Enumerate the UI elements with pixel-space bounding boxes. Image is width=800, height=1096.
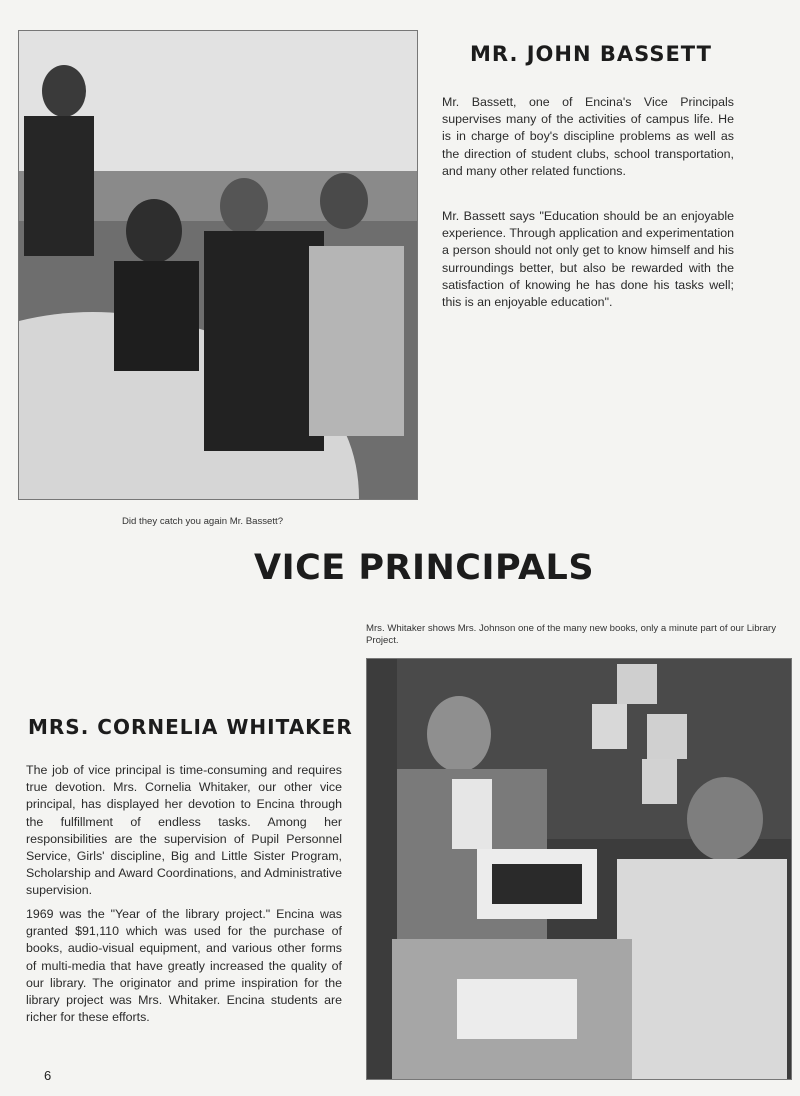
bassett-photo-caption: Did they catch you again Mr. Bassett? bbox=[122, 516, 284, 527]
whitaker-photo-caption: Mrs. Whitaker shows Mrs. Johnson one of the many new books, only a minute part of our Library Project. bbox=[366, 623, 777, 646]
whitaker-photo bbox=[366, 658, 792, 1080]
bassett-paragraph-2: Mr. Bassett says "Education should be an enjoyable experience. Through application and experimentation a person should not only get to know himself and his surroundings better, but also be rewarded with the satisfaction of knowing he has done his tasks well; this is an enjoyable education". bbox=[442, 209, 734, 310]
section-title: VICE PRINCIPALS bbox=[254, 548, 595, 588]
bassett-photo-illustration bbox=[19, 31, 417, 499]
page-number: 6 bbox=[44, 1068, 52, 1083]
whitaker-heading: MRS. CORNELIA WHITAKER bbox=[28, 715, 353, 739]
bassett-paragraph-1: Mr. Bassett, one of Encina's Vice Principals supervises many of the activities of campus life. He is in charge of boy's discipline problems as well as the direction of student clubs, school transportation, and many other related functions. bbox=[442, 95, 734, 178]
bassett-photo bbox=[18, 30, 418, 500]
whitaker-paragraph-1: The job of vice principal is time-consuming and requires true devotion. Mrs. Cornelia Whitaker, our other vice principal, has displayed her devotion to Encina through the fulfillment of endless tasks. Among her responsibilities are the supervision of Pupil Personnel Service, Girls' discipline, Big and Little Sister Program, Scholarship and Award Coordinations, and Administrative supervision. bbox=[26, 763, 342, 898]
whitaker-paragraph-2: 1969 was the "Year of the library project." Encina was granted $91,110 which was used for the purchase of books, audio-visual equipment, and various other forms of multi-media that have greatly increased the quality of our library. The originator and prime inspiration for the library project was Mrs. Whitaker. Encina students are richer for these efforts. bbox=[26, 907, 342, 1025]
bassett-heading: MR. JOHN BASSETT bbox=[470, 42, 712, 66]
whitaker-photo-illustration bbox=[367, 659, 791, 1079]
